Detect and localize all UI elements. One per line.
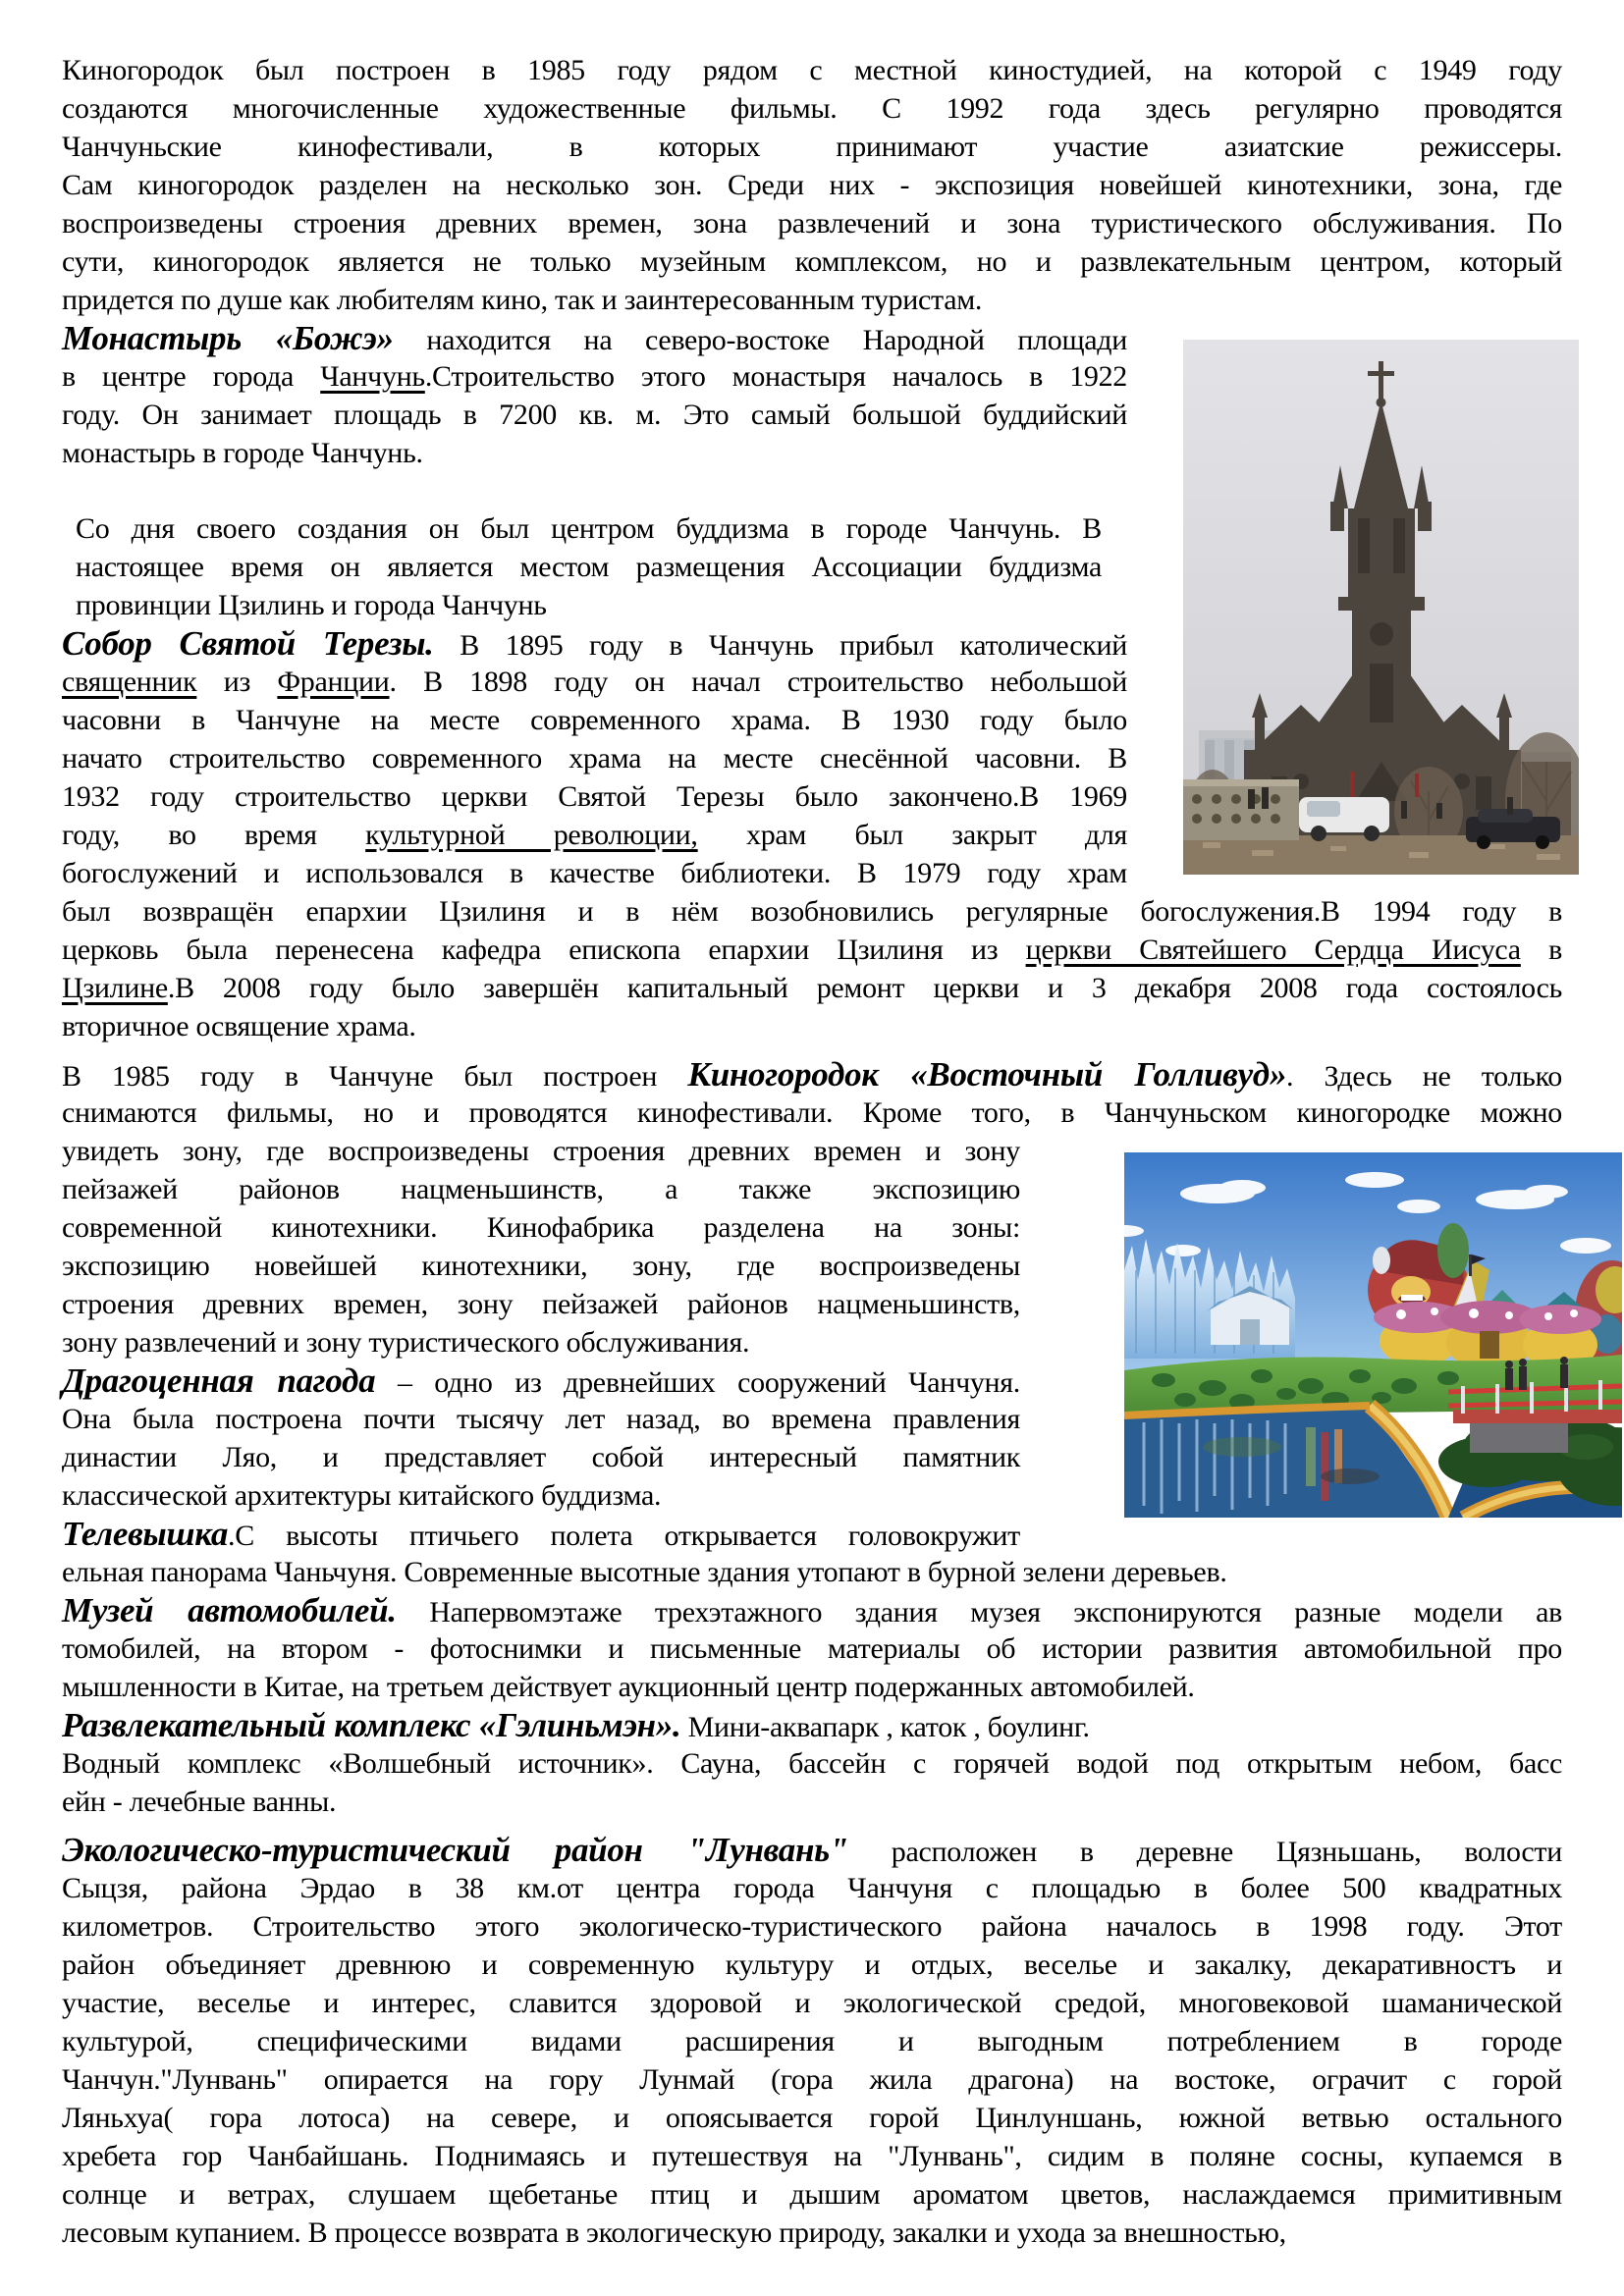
- heading-run: Телевышка: [62, 1515, 229, 1553]
- text-line: [62, 51, 1562, 89]
- text-run: хребета гор Чанбайшань. Поднимаясь и путешествуя на "Лунвань", сидим в поляне сосны, купаемся в: [62, 2140, 1562, 2172]
- text-line: [62, 1515, 1020, 1553]
- text-run: Водный комплекс «Волшебный источник». Сауна, бассейн с горячей водой под открытым небом, басс: [62, 1747, 1562, 1780]
- link-run[interactable]: Цзилине: [62, 972, 168, 1004]
- text-line: [62, 1323, 1020, 1362]
- text-run: монастырь в городе Чанчунь.: [62, 437, 423, 469]
- text-run: провинции Цзилинь и города Чанчунь: [76, 589, 547, 621]
- text-line: [62, 1591, 1562, 1629]
- text-line: [62, 1831, 1562, 1869]
- text-line: [62, 1247, 1020, 1285]
- paragraph: [62, 1744, 1562, 1821]
- text-line: [62, 357, 1127, 396]
- text-line: [62, 1783, 1562, 1821]
- text-line: [62, 2060, 1562, 2099]
- text-run: лесовым купанием. В процессе возврата в экологическую природу, закалки и ухода за внешностью,: [62, 2216, 1286, 2249]
- text-line: [62, 1208, 1020, 1247]
- text-line: [62, 204, 1562, 242]
- paragraph: [62, 51, 1562, 319]
- text-line: [62, 969, 1562, 1007]
- text-line: [76, 586, 1102, 624]
- text-run: придется по душе как любителям кино, так и заинтересованным туристам.: [62, 284, 983, 316]
- text-line: [62, 242, 1562, 281]
- paragraph: [62, 1515, 1562, 1591]
- text-line: [62, 319, 1127, 357]
- text-line: [62, 1553, 1562, 1591]
- text-line: [62, 1055, 1562, 1094]
- text-line: [62, 1984, 1562, 2022]
- text-line: [62, 1744, 1562, 1783]
- text-run: находится на северо-востоке Народной площади: [393, 324, 1127, 356]
- heading-run: Экологическо-туристический район "Лунвань": [62, 1831, 848, 1869]
- text-line: [62, 1476, 1020, 1515]
- text-run: в центре города: [62, 360, 321, 393]
- text-run: году, во время: [62, 819, 366, 851]
- text-run: Сам киногородок разделен на несколько зон. Среди них - экспозиция новейшей кинотехники, зона, где: [62, 169, 1562, 201]
- text-line: [62, 1285, 1020, 1323]
- text-run: Со дня своего создания он был центром буддизма в городе Чанчунь. В: [76, 512, 1102, 545]
- text-run: богослужений и использовался в качестве библиотеки. В 1979 году храм: [62, 857, 1127, 889]
- heading-run: Драгоценная пагода: [62, 1362, 376, 1400]
- text-line: [62, 89, 1562, 128]
- text-run: .Строительство этого монастыря началось в 1922: [424, 360, 1127, 393]
- text-run: Ляньхуа( гора лотоса) на севере, и опоясывается горой Цинлуншань, южной ветвью остального: [62, 2102, 1562, 2134]
- text-run: часовни в Чанчуне на месте современного храма. В 1930 году было: [62, 704, 1127, 736]
- text-run: .В 2008 году было завершён капитальный ремонт церкви и 3 декабря 2008 года состоялось: [167, 972, 1562, 1004]
- text-run: солнце и ветрах, слушаем щебетанье птиц и дышим ароматом цветов, наслаждаемся примитивным: [62, 2178, 1562, 2211]
- text-run: церковь была перенесена кафедра епископа епархии Цзилиня из: [62, 934, 1026, 966]
- text-run: в: [1520, 934, 1562, 966]
- text-line: [62, 2175, 1562, 2214]
- heading-run: Музей автомобилей.: [62, 1591, 397, 1629]
- text-line: [62, 1869, 1562, 1907]
- text-run: . В 1898 году он начал строительство небольшой: [389, 666, 1127, 698]
- text-run: томобилей, на втором - фотоснимки и письменные материалы об истории развития автомобильной про: [62, 1632, 1562, 1665]
- heading-run: Собор Святой Терезы.: [62, 624, 434, 663]
- text-run: .С высоты птичьего полета открывается головокружит: [228, 1520, 1020, 1552]
- text-run: создаются многочисленные художественные фильмы. С 1992 года здесь регулярно проводятся: [62, 92, 1562, 125]
- text-run: район объединяет древнюю и современную культуру и отдых, веселье и закалку, декаративностъ и: [62, 1949, 1562, 1981]
- text-line: [62, 2214, 1562, 2252]
- text-run: увидеть зону, где воспроизведены строения древних времен и зону: [62, 1135, 1020, 1167]
- link-run[interactable]: Чанчунь: [320, 360, 425, 393]
- text-line: [62, 2137, 1562, 2175]
- heading-run: Киногородок «Восточный Голливуд»: [687, 1055, 1287, 1094]
- text-line: [62, 1668, 1562, 1706]
- film-city-photo-art: [1124, 1152, 1622, 1518]
- text-run: . Здесь не только: [1286, 1060, 1562, 1093]
- text-run: Чанчуньские кинофестивали, в которых принимают участие азиатские режиссеры.: [62, 131, 1562, 163]
- text-run: был возвращён епархии Цзилиня и в нём возобновились регулярные богослужения.В 1994 году в: [62, 895, 1562, 928]
- text-run: современной кинотехники. Кинофабрика разделена на зоны:: [62, 1211, 1020, 1244]
- text-run: начато строительство современного храма на месте снесённой часовни. В: [62, 742, 1127, 774]
- text-line: [62, 624, 1127, 663]
- heading-run: Монастырь «Божэ»: [62, 319, 394, 357]
- text-line: [62, 166, 1562, 204]
- text-run: воспроизведены строения древних времен, зона развлечений и зона туристического обслуживания. По: [62, 207, 1562, 240]
- text-line: [62, 1629, 1562, 1668]
- text-line: [62, 892, 1562, 931]
- text-run: экспозицию новейшей кинотехники, зону, где воспроизведены: [62, 1250, 1020, 1282]
- link-run[interactable]: священник: [62, 666, 197, 698]
- text-run: Напервомэтаже трехэтажного здания музея экспонируются разные модели ав: [396, 1596, 1562, 1629]
- text-run: строения древних времен, зону пейзажей районов нацменьшинств,: [62, 1288, 1020, 1320]
- text-run: ейн - лечебные ванны.: [62, 1786, 337, 1818]
- text-run: – одно из древнейших сооружений Чанчуня.: [375, 1366, 1021, 1399]
- text-run: из: [196, 666, 278, 698]
- text-line: [62, 1907, 1562, 1946]
- text-line: [62, 777, 1127, 816]
- text-line: [62, 2022, 1562, 2060]
- text-run: мышленности в Китае, на третьем действует аукционный центр подержанных автомобилей.: [62, 1671, 1195, 1703]
- text-run: километров. Строительство этого экологическо-туристического района началось в 1998 году. Этот: [62, 1910, 1562, 1943]
- text-line: [62, 1170, 1020, 1208]
- text-run: храм был закрыт для: [697, 819, 1128, 851]
- text-run: сути, киногородок является не только музейным комплексом, но и развлекательным центром, который: [62, 245, 1562, 278]
- text-line: [76, 548, 1102, 586]
- text-run: ельная панорама Чаньчуня. Современные высотные здания утопают в бурной зелени деревьев.: [62, 1556, 1227, 1588]
- text-run: расположен в деревне Цязньшань, волости: [847, 1836, 1562, 1868]
- text-line: [62, 1706, 1562, 1744]
- film-city-photo: [1124, 1152, 1622, 1518]
- text-line: [62, 931, 1562, 969]
- text-run: династии Ляо, и представляет собой интересный памятник: [62, 1441, 1020, 1473]
- text-run: настоящее время он является местом размещения Ассоциации буддизма: [76, 551, 1102, 583]
- text-run: Мини-аквапарк , каток , боулинг.: [680, 1711, 1090, 1743]
- text-line: [62, 2099, 1562, 2137]
- text-run: участие, веселье и интерес, славится здоровой и экологической средой, многовековой шаманической: [62, 1987, 1562, 2019]
- cathedral-photo: [1183, 340, 1579, 875]
- paragraph: [62, 1706, 1562, 1744]
- text-line: [62, 281, 1562, 319]
- text-line: [62, 396, 1127, 434]
- text-line: [62, 854, 1127, 892]
- text-run: Сыцзя, района Эрдао в 38 км.от центра города Чанчуня с площадью в более 500 квадратных: [62, 1872, 1562, 1904]
- cathedral-photo-art: [1183, 340, 1579, 875]
- link-run[interactable]: культурной революции,: [365, 819, 698, 851]
- text-run: зону развлечений и зону туристического обслуживания.: [62, 1326, 750, 1359]
- text-line: [76, 509, 1102, 548]
- text-line: [62, 1132, 1020, 1170]
- text-line: [62, 1400, 1020, 1438]
- text-line: [62, 1007, 1562, 1045]
- link-run[interactable]: Франции: [277, 666, 390, 698]
- text-run: снимаются фильмы, но и проводятся кинофестивали. Кроме того, в Чанчуньском киногородке можно: [62, 1096, 1562, 1129]
- text-run: культурой, специфическими видами расширения и выгодным потреблением в городе: [62, 2025, 1562, 2057]
- text-line: [62, 701, 1127, 739]
- text-line: [62, 1438, 1020, 1476]
- text-run: В 1985 году в Чанчуне был построен: [62, 1060, 688, 1093]
- text-run: Она была построена почти тысячу лет назад, во времена правления: [62, 1403, 1020, 1435]
- text-line: [62, 1362, 1020, 1400]
- text-line: [62, 434, 1127, 472]
- text-line: [62, 739, 1127, 777]
- text-run: вторичное освящение храма.: [62, 1010, 416, 1042]
- text-line: [62, 663, 1127, 701]
- text-line: [62, 128, 1562, 166]
- text-run: Киногородок был построен в 1985 году рядом с местной киностудией, на которой с 1949 году: [62, 54, 1562, 86]
- text-run: пейзажей районов нацменьшинств, а также экспозицию: [62, 1173, 1020, 1205]
- link-run[interactable]: церкви Святейшего Сердца Иисуса: [1025, 934, 1521, 966]
- text-line: [62, 1946, 1562, 1984]
- text-line: [62, 1094, 1562, 1132]
- paragraph: [62, 1831, 1562, 2252]
- text-run: 1932 году строительство церкви Святой Терезы было закончено.В 1969: [62, 780, 1127, 813]
- text-run: Чанчун."Лунвань" опирается на гору Лунмай (гора жила драгона) на востоке, ограчит с горой: [62, 2063, 1562, 2096]
- paragraph: [62, 1591, 1562, 1706]
- text-line: [62, 816, 1127, 854]
- text-run: классической архитектуры китайского буддизма.: [62, 1479, 662, 1512]
- text-run: В 1895 году в Чанчунь прибыл католический: [433, 629, 1127, 662]
- heading-run: Развлекательный комплекс «Гэлиньмэн».: [62, 1706, 681, 1744]
- text-run: году. Он занимает площадь в 7200 кв. м. Это самый большой буддийский: [62, 399, 1127, 431]
